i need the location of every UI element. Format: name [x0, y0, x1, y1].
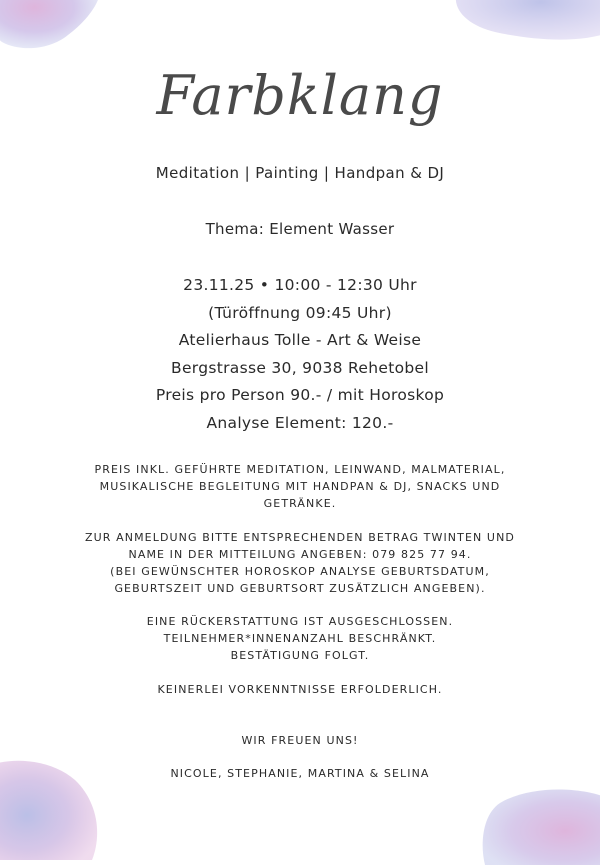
- prerequisites-line: KEINERLEI VORKENNTNISSE ERFOLDERLICH.: [157, 683, 443, 696]
- watercolor-blob-bottom-right: [480, 785, 600, 865]
- event-door-opening: (Türöffnung 09:45 Uhr): [208, 303, 392, 322]
- registration-paragraph: [40, 529, 560, 597]
- event-subtitle: Meditation | Painting | Handpan & DJ: [155, 164, 445, 182]
- closing-line: [40, 732, 560, 749]
- conditions-paragraph: [40, 613, 560, 664]
- event-price-line-2: Analyse Element: 120.-: [206, 413, 394, 432]
- watercolor-blob-top-left: [0, 0, 110, 55]
- conditions-line: TEILNEHMER*INNENANZAHL BESCHRÄNKT.: [163, 632, 437, 645]
- event-theme: Thema: Element Wasser: [205, 220, 395, 238]
- registration-line: (BEI GEWÜNSCHTER HOROSKOP ANALYSE GEBURTSDATUM,: [110, 565, 490, 578]
- conditions-line: EINE RÜCKERSTATTUNG IST AUSGESCHLOSSEN.: [146, 615, 454, 628]
- event-venue: Atelierhaus Tolle - Art & Weise: [178, 331, 422, 349]
- event-price-line-1: Preis pro Person 90.- / mit Horoskop: [155, 386, 445, 404]
- included-line: GETRÄNKE.: [263, 497, 337, 510]
- event-date-time: 23.11.25 • 10:00 - 12:30 Uhr: [183, 276, 417, 294]
- event-title-text: Farbklang: [156, 64, 444, 127]
- event-address: Bergstrasse 30, 9038 Rehetobel: [171, 358, 429, 377]
- event-title: [0, 56, 600, 152]
- event-details: [0, 272, 600, 437]
- prerequisites-paragraph: [40, 681, 560, 698]
- watercolor-blob-top-right: [450, 0, 600, 42]
- signature-line: [40, 765, 560, 782]
- closing-text: WIR FREUEN UNS!: [241, 734, 359, 747]
- included-paragraph: [40, 461, 560, 512]
- event-title-wrap: [0, 56, 600, 152]
- included-line: PREIS INKL. GEFÜHRTE MEDITATION, LEINWAND, MALMATERIAL,: [94, 463, 506, 476]
- registration-line: GEBURTSZEIT UND GEBURTSORT ZUSÄTZLICH ANGEBEN).: [114, 582, 486, 595]
- included-line: MUSIKALISCHE BEGLEITUNG MIT HANDPAN & DJ, SNACKS UND: [99, 480, 501, 493]
- conditions-line: BESTÄTIGUNG FOLGT.: [230, 649, 370, 662]
- registration-line: NAME IN DER MITTEILUNG ANGEBEN: 079 825 77 94.: [128, 548, 472, 561]
- registration-line: ZUR ANMELDUNG BITTE ENTSPRECHENDEN BETRAG TWINTEN UND: [85, 531, 515, 544]
- signature-text: NICOLE, STEPHANIE, MARTINA & SELINA: [170, 767, 430, 780]
